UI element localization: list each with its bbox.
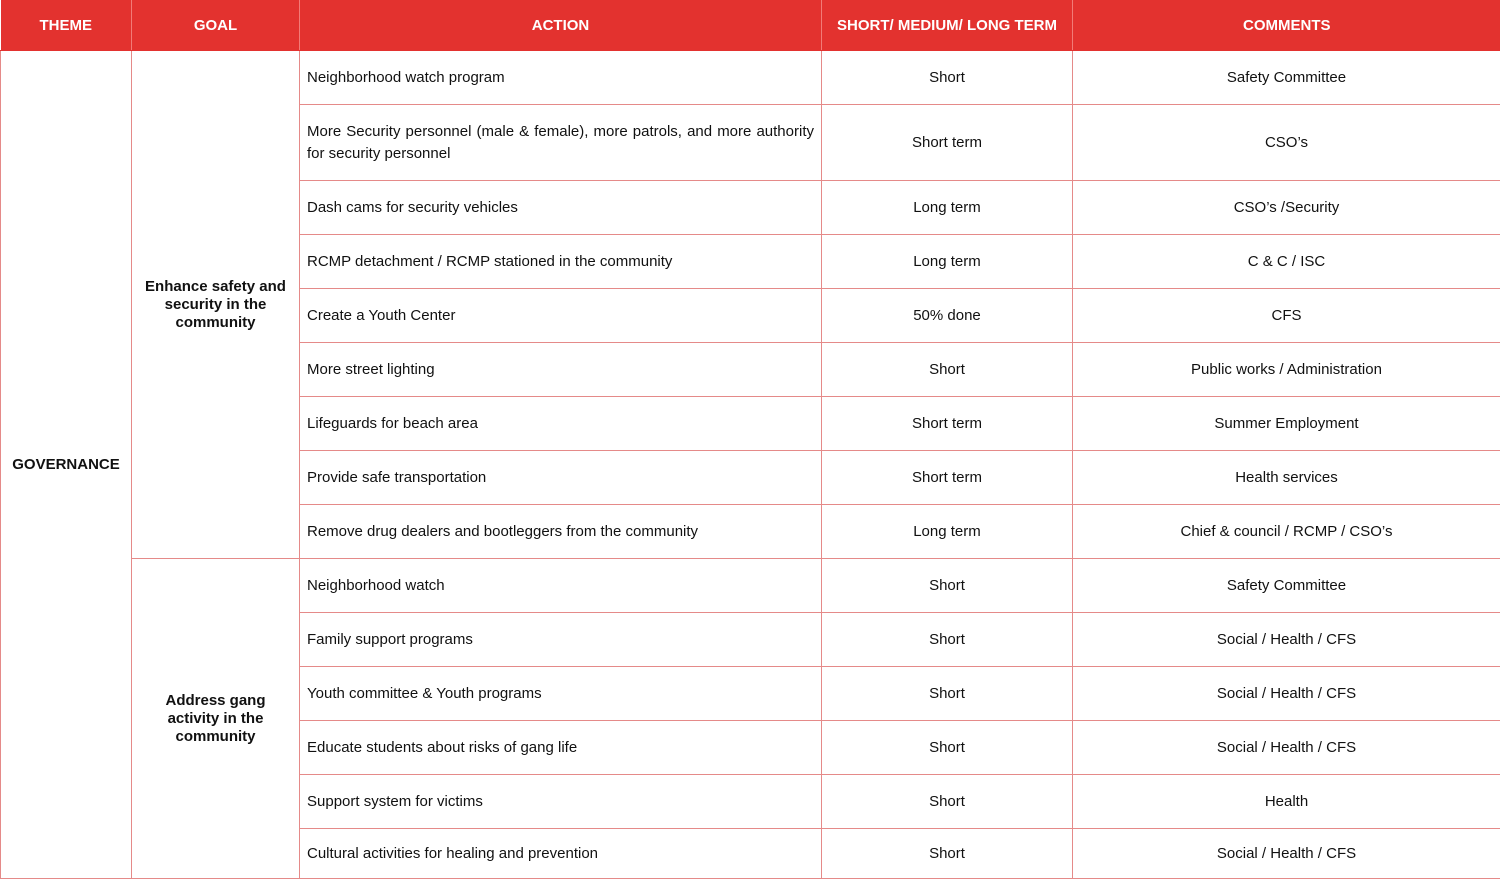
header-goal: GOAL [132, 0, 300, 51]
action-cell: Youth committee & Youth programs [300, 667, 822, 721]
header-theme: THEME [1, 0, 132, 51]
comment-cell: Safety Committee [1073, 51, 1500, 105]
term-cell: Short [822, 51, 1073, 105]
comment-cell: Health services [1073, 451, 1500, 505]
term-cell: Long term [822, 181, 1073, 235]
term-cell: Short [822, 613, 1073, 667]
action-cell: Create a Youth Center [300, 289, 822, 343]
action-cell: Support system for victims [300, 775, 822, 829]
term-cell: Short [822, 721, 1073, 775]
action-cell: Provide safe transportation [300, 451, 822, 505]
comment-cell: Safety Committee [1073, 559, 1500, 613]
action-cell: Neighborhood watch [300, 559, 822, 613]
term-cell: Short [822, 667, 1073, 721]
action-cell: Neighborhood watch program [300, 51, 822, 105]
comment-cell: Social / Health / CFS [1073, 829, 1500, 879]
goal-cell: Address gang activity in the community [132, 559, 300, 879]
table-row [1, 559, 1500, 613]
action-cell: RCMP detachment / RCMP stationed in the community [300, 235, 822, 289]
term-cell: Short term [822, 451, 1073, 505]
action-cell: Family support programs [300, 613, 822, 667]
action-cell: More Security personnel (male & female), more patrols, and more authority for security personnel [300, 105, 822, 181]
action-cell: Educate students about risks of gang life [300, 721, 822, 775]
term-cell: Short [822, 775, 1073, 829]
table-header [1, 0, 1500, 51]
comment-cell: CFS [1073, 289, 1500, 343]
comment-cell: Social / Health / CFS [1073, 721, 1500, 775]
action-cell: Lifeguards for beach area [300, 397, 822, 451]
header-action: ACTION [300, 0, 822, 51]
term-cell: Short [822, 559, 1073, 613]
term-cell: Short term [822, 105, 1073, 181]
term-cell: Long term [822, 235, 1073, 289]
comment-cell: Health [1073, 775, 1500, 829]
term-cell: 50% done [822, 289, 1073, 343]
term-cell: Short [822, 829, 1073, 879]
action-cell: More street lighting [300, 343, 822, 397]
action-cell: Remove drug dealers and bootleggers from the community [300, 505, 822, 559]
comment-cell: Summer Employment [1073, 397, 1500, 451]
comment-cell: Social / Health / CFS [1073, 667, 1500, 721]
comment-cell: Social / Health / CFS [1073, 613, 1500, 667]
comment-cell: Public works / Administration [1073, 343, 1500, 397]
comment-cell: CSO’s /Security [1073, 181, 1500, 235]
table-body [1, 51, 1500, 879]
header-term: SHORT/ MEDIUM/ LONG TERM [822, 0, 1073, 51]
action-cell: Cultural activities for healing and prevention [300, 829, 822, 879]
goal-cell: Enhance safety and security in the community [132, 51, 300, 559]
comment-cell: CSO’s [1073, 105, 1500, 181]
term-cell: Long term [822, 505, 1073, 559]
comment-cell: C & C / ISC [1073, 235, 1500, 289]
comment-cell: Chief & council / RCMP / CSO’s [1073, 505, 1500, 559]
term-cell: Short [822, 343, 1073, 397]
action-cell: Dash cams for security vehicles [300, 181, 822, 235]
theme-cell: GOVERNANCE [1, 51, 132, 879]
header-comments: COMMENTS [1073, 0, 1500, 51]
table-row [1, 51, 1500, 105]
term-cell: Short term [822, 397, 1073, 451]
